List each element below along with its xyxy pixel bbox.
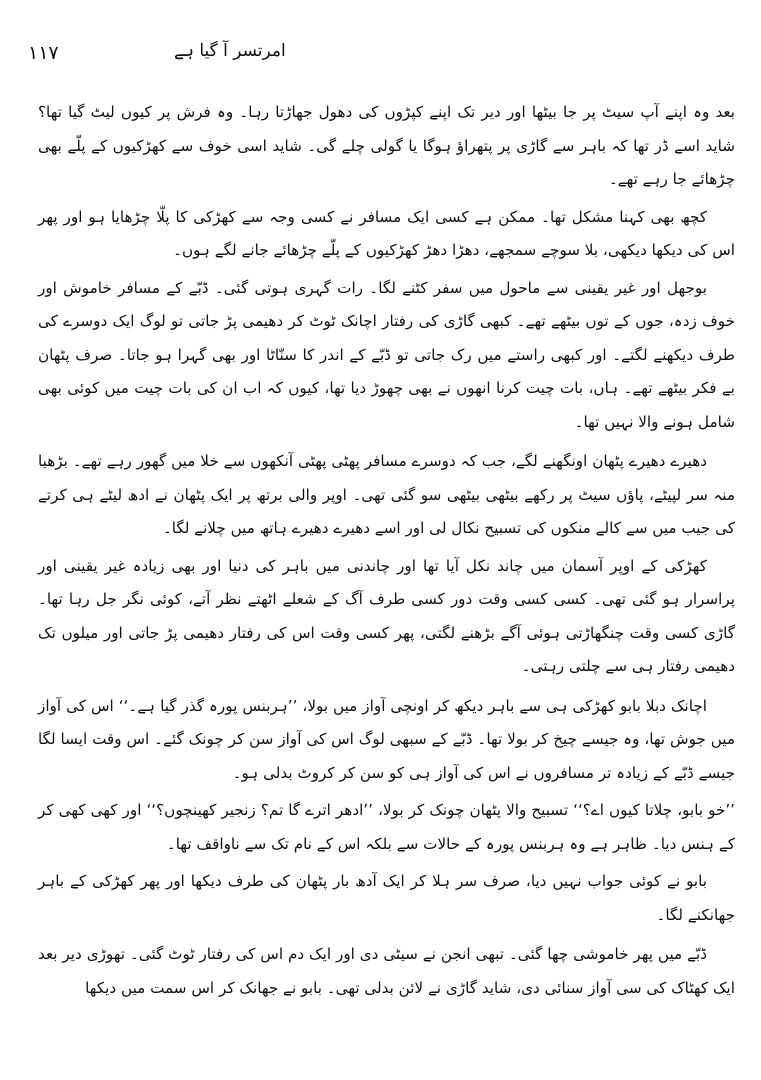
paragraph: ’’خو بابو، چلاتا کیوں اے؟‘‘ تسبیح والا پٹھان چونک کر بولا، ’’ادھر اترے گا تم؟ زنجیر کھینچوں؟‘‘ اور کھی کھی کر کے ہنس دیا۔ ظاہر ہے وہ ہربنس پورہ کے حالات سے بلکہ اس کے نام تک سے ناواقف تھا۔: [38, 801, 735, 853]
paragraph: کچھ بھی کہنا مشکل تھا۔ ممکن ہے کسی ایک مسافر نے کسی وجہ سے کھڑکی کا پلّا چڑھایا ہو اور پھر اس کی دیکھا دیکھی، بلا سوچے سمجھے، دھڑا دھڑ کھڑکیوں کے پلّے چڑھائے جانے لگے ہوں۔: [38, 207, 735, 259]
body-text: [38, 96, 735, 1009]
paragraph: ڈبّے میں پھر خاموشی چھا گئی۔ تبھی انجن نے سیٹی دی اور ایک دم اس کی رفتار ٹوٹ گئی۔ تھوڑی دیر بعد ایک کھٹاک کی سی آواز سنائی دی، شاید گاڑی نے لائن بدلی تھی۔ بابو نے جھانک کر اس سمت میں دیکھا: [38, 945, 735, 997]
paragraph: دھیرے دھیرے پٹھان اونگھنے لگے، جب کہ دوسرے مسافر پھٹی پھٹی آنکھوں سے خلا میں گھور رہے تھے۔ بڑھیا منہ سر لپیٹے، پاؤں سیٹ پر رکھے بیٹھی بیٹھی سو گئی تھی۔ اوپر والی برتھ پر ایک پٹھان نے ادھ لیٹے ہی کرتے کی جیب میں سے کالے منکوں کی تسبیح نکال لی اور اسے دھیرے دھیرے ہاتھ میں چلانے لگا۔: [38, 452, 735, 537]
page-header: [28, 42, 733, 76]
paragraph: اچانک دبلا بابو کھڑکی ہی سے باہر دیکھ کر اونچی آواز میں بولا، ’’ہربنس پورہ گذر گیا ہے۔‘‘ اس کی آواز میں جوش تھا، وہ جیسے چیخ کر بولا تھا۔ ڈبّے کے سبھی لوگ اس کی آواز سن کر چونک گئے۔ اس وقت ایسا لگا جیسے ڈبّے کے زیادہ تر مسافروں نے اس کی آواز ہی کو سن کر کروٹ بدلی ہو۔: [38, 696, 735, 782]
page-number: ۱۱۷: [28, 42, 59, 64]
paragraph: بعد وہ اپنے آپ سیٹ پر جا بیٹھا اور دیر تک اپنے کپڑوں کی دھول جھاڑتا رہا۔ وہ فرش پر کیوں لیٹ گیا تھا؟ شاید اسے ڈر تھا کہ باہر سے گاڑی پر پتھراؤ ہوگا یا گولی چلے گی۔ شاید اسی خوف سے کھڑکیوں کے پلّے بھی چڑھائے جا رہے تھے۔: [38, 103, 735, 188]
paragraph: بوجھل اور غیر یقینی سے ماحول میں سفر کٹنے لگا۔ رات گہری ہوتی گئی۔ ڈبّے کے مسافر خاموش اور خوف زدہ، جوں کے توں بیٹھے تھے۔ کبھی گاڑی کی رفتار اچانک ٹوٹ کر دھیمی پڑ جاتی تو لوگ ایک دوسرے کی طرف دیکھنے لگتے۔ اور کبھی راستے میں رک جاتی تو ڈبّے کے اندر کا سنّاٹا اور بھی گہرا ہو جاتا۔ صرف پٹھان بے فکر بیٹھے تھے۔ ہاں، بات چیت کرنا انھوں نے بھی چھوڑ دیا تھا، کیوں کہ اب ان کی بات چیت میں کوئی بھی شامل ہونے والا نہیں تھا۔: [38, 278, 735, 431]
paragraph: کھڑکی کے اوپر آسمان میں چاند نکل آیا تھا اور چاندنی میں باہر کی دنیا اور بھی زیادہ غیر یقینی اور پراسرار ہو گئی تھی۔ کسی کسی وقت دور کسی طرف آگ کے شعلے اٹھتے نظر آتے، کوئی نگر جل رہا تھا۔ گاڑی کسی وقت چنگھاڑتی ہوئی آگے بڑھنے لگتی، پھر کسی وقت اس کی رفتار دھیمی پڑ جاتی اور میلوں تک دھیمی رفتار ہی سے چلتی رہتی۔: [38, 556, 735, 675]
paragraph: بابو نے کوئی جواب نہیں دیا، صرف سر ہلا کر ایک آدھ بار پٹھان کی طرف دیکھا اور پھر کھڑکی کے باہر جھانکنے لگا۔: [38, 872, 735, 924]
running-title: امرتسر آ گیا ہے: [174, 41, 286, 61]
